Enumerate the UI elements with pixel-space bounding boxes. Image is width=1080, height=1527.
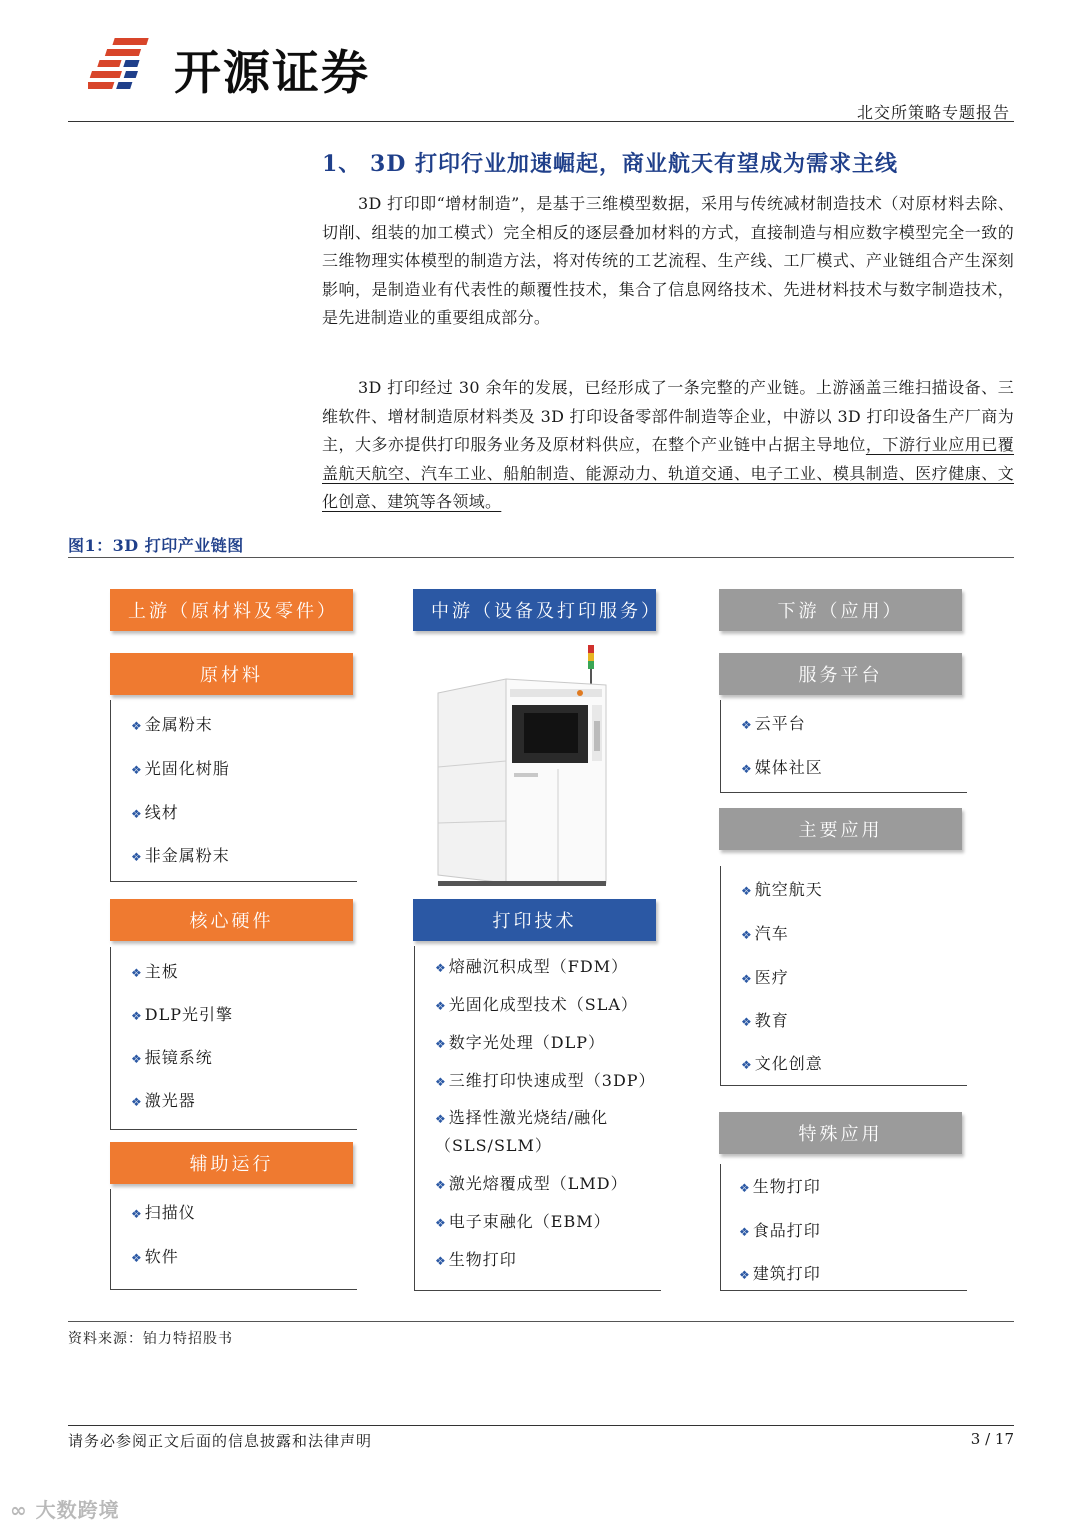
diamond-bullet-icon: ❖	[131, 763, 143, 777]
list-item: ❖ 汽车	[741, 924, 789, 943]
diamond-bullet-icon: ❖	[741, 972, 753, 986]
special-apps-box	[720, 1164, 967, 1291]
list-item: ❖ 云平台	[741, 714, 806, 733]
3d-printer-image	[430, 643, 620, 888]
list-item: ❖ 生物打印	[435, 1250, 517, 1269]
list-item: ❖ 文化创意	[741, 1054, 823, 1073]
diamond-bullet-icon: ❖	[741, 884, 753, 898]
raw-materials-header: 原材料	[110, 653, 353, 695]
diamond-bullet-icon: ❖	[131, 1207, 143, 1221]
footer-disclaimer: 请务必参阅正文后面的信息披露和法律声明	[68, 1432, 373, 1450]
logo-mark-icon	[88, 34, 162, 98]
diamond-bullet-icon: ❖	[739, 1268, 751, 1282]
diamond-bullet-icon: ❖	[741, 762, 753, 776]
list-item: ❖ 生物打印	[739, 1177, 821, 1196]
report-type: 北交所策略专题报告	[856, 103, 1010, 122]
diamond-bullet-icon: ❖	[131, 1052, 143, 1066]
diamond-bullet-icon: ❖	[741, 1058, 753, 1072]
auxiliary-box	[110, 1189, 357, 1290]
diamond-bullet-icon: ❖	[435, 1037, 447, 1051]
core-hardware-box	[110, 947, 357, 1130]
figure-bottom-rule	[68, 1321, 1014, 1322]
auxiliary-header: 辅助运行	[110, 1142, 353, 1184]
core-hardware-header: 核心硬件	[110, 899, 353, 941]
list-item: ❖ 振镜系统	[131, 1048, 213, 1067]
diamond-bullet-icon: ❖	[435, 1075, 447, 1089]
service-platform-box	[720, 700, 967, 793]
raw-materials-box	[110, 700, 357, 882]
list-item: ❖ DLP光引擎	[131, 1005, 233, 1024]
diamond-bullet-icon: ❖	[741, 1015, 753, 1029]
list-item: ❖ 激光熔覆成型（LMD）	[435, 1174, 628, 1193]
downstream-header: 下游（应用）	[719, 589, 962, 631]
diamond-bullet-icon: ❖	[131, 1009, 143, 1023]
diamond-bullet-icon: ❖	[435, 1178, 447, 1192]
diamond-bullet-icon: ❖	[435, 1216, 447, 1230]
list-item: ❖ 软件	[131, 1247, 179, 1266]
page-number: 3 / 17	[970, 1430, 1014, 1448]
paragraph-2-text: 3D 打印经过 30 余年的发展，已经形成了一条完整的产业链。上游涵盖三维扫描设备、三维软件、增材制造原材料类及 3D 打印设备零部件制造等企业，中游以 3D 打印设备生产厂商为主，大多亦提供打印服务业务及原材料供应，在整个产业链中占据主导地位	[322, 378, 1014, 454]
figure-source: 资料来源：铂力特招股书	[68, 1331, 233, 1347]
paragraph-2	[322, 374, 1014, 517]
footer-divider	[68, 1425, 1014, 1426]
list-item: ❖ 建筑打印	[739, 1264, 821, 1283]
list-item: ❖ 金属粉末	[131, 715, 213, 734]
list-item: ❖ 媒体社区	[741, 758, 823, 777]
list-item-continued: （SLS/SLM）	[435, 1136, 552, 1155]
diamond-bullet-icon: ❖	[435, 999, 447, 1013]
diamond-bullet-icon: ❖	[739, 1225, 751, 1239]
diamond-bullet-icon: ❖	[435, 1112, 447, 1126]
service-platform-header: 服务平台	[719, 653, 962, 695]
logo-text: 开源证券	[174, 46, 370, 101]
paragraph-1: 3D 打印即“增材制造”，是基于三维模型数据，采用与传统减材制造技术（对原材料去除、切削、组装的加工模式）完全相反的逐层叠加材料的方式，直接制造与相应数字模型完全一致的三维物理实体模型的制造方法，将对传统的工艺流程、生产线、工厂模式、产业链组合产生深刻影响，是制造业有代表性的颠覆性技术，集合了信息网络技术、先进材料技术与数字制造技术，是先进制造业的重要组成部分。	[322, 194, 1014, 327]
upstream-header: 上游（原材料及零件）	[110, 589, 353, 631]
company-logo	[88, 34, 418, 101]
main-apps-header: 主要应用	[719, 808, 962, 850]
list-item: ❖ 医疗	[741, 968, 789, 987]
list-item: ❖ 非金属粉末	[131, 846, 230, 865]
list-item: ❖ 主板	[131, 962, 179, 981]
figure-title: 图1：3D 打印产业链图	[68, 536, 244, 555]
list-item: ❖ 数字光处理（DLP）	[435, 1033, 605, 1052]
diamond-bullet-icon: ❖	[131, 1251, 143, 1265]
diamond-bullet-icon: ❖	[739, 1181, 751, 1195]
list-item: ❖ 光固化成型技术（SLA）	[435, 995, 638, 1014]
diamond-bullet-icon: ❖	[741, 928, 753, 942]
list-item: ❖ 光固化树脂	[131, 759, 230, 778]
print-tech-box	[414, 946, 661, 1291]
midstream-header: 中游（设备及打印服务）	[413, 589, 656, 631]
diamond-bullet-icon: ❖	[131, 807, 143, 821]
list-item: ❖ 熔融沉积成型（FDM）	[435, 957, 629, 976]
special-apps-header: 特殊应用	[719, 1112, 962, 1154]
diamond-bullet-icon: ❖	[131, 719, 143, 733]
diamond-bullet-icon: ❖	[435, 1254, 447, 1268]
diamond-bullet-icon: ❖	[131, 966, 143, 980]
print-tech-header: 打印技术	[413, 899, 656, 941]
watermark: ∞ 大数跨境	[10, 1498, 120, 1522]
diamond-bullet-icon: ❖	[131, 850, 143, 864]
list-item: ❖ 线材	[131, 803, 179, 822]
list-item: ❖ 电子束融化（EBM）	[435, 1212, 611, 1231]
diamond-bullet-icon: ❖	[131, 1095, 143, 1109]
main-apps-box	[720, 866, 967, 1086]
section-heading: 1、 3D 打印行业加速崛起，商业航天有望成为需求主线	[322, 151, 899, 177]
list-item: ❖ 激光器	[131, 1091, 196, 1110]
watermark-logo-icon: ∞	[10, 1498, 36, 1522]
list-item: ❖ 食品打印	[739, 1221, 821, 1240]
list-item: ❖ 三维打印快速成型（3DP）	[435, 1071, 656, 1090]
list-item: ❖ 教育	[741, 1011, 789, 1030]
diamond-bullet-icon: ❖	[435, 961, 447, 975]
list-item: ❖ 航空航天	[741, 880, 823, 899]
paragraph-2-underlined: ，下游行业应用已覆盖航天航空、汽车工业、船舶制造、能源动力、轨道交通、电子工业、模具制造、医疗健康、文化创意、建筑等各领域。	[322, 435, 1015, 511]
list-item: ❖ 选择性激光烧结/融化	[435, 1108, 609, 1127]
diamond-bullet-icon: ❖	[741, 718, 753, 732]
header-divider	[68, 121, 1014, 122]
list-item: ❖ 扫描仪	[131, 1203, 196, 1222]
figure-top-rule	[68, 557, 1014, 558]
